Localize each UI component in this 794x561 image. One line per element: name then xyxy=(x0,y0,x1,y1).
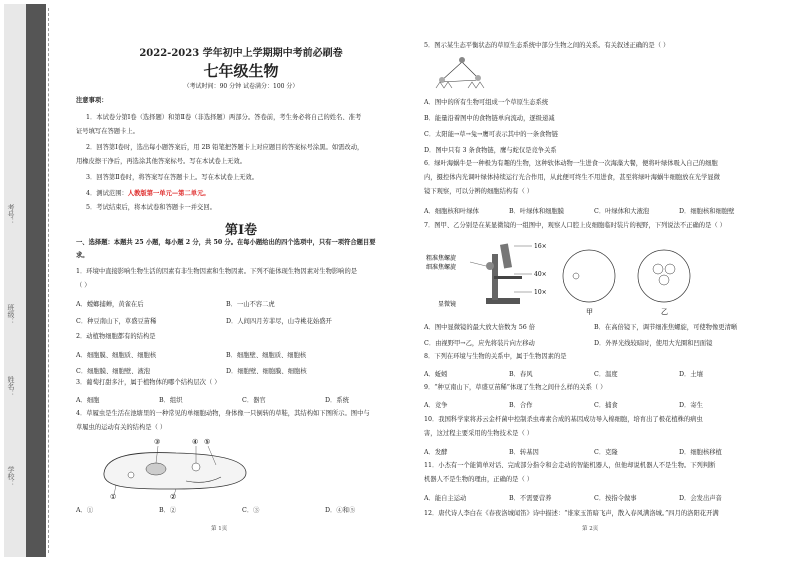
choice-heading-2: 求。 xyxy=(76,252,89,259)
q7-option-b[interactable]: B．在高倍镜下，调节细准焦螺旋，可使物像更清晰 xyxy=(594,324,738,331)
page-left xyxy=(76,0,406,561)
food-web-figure xyxy=(432,52,492,90)
fig-label-5: ⑤ xyxy=(204,438,211,446)
q6-option-c[interactable]: C．叶绿体和大液泡 xyxy=(594,208,650,215)
q4-option-d[interactable]: D．④和⑤ xyxy=(325,507,356,514)
web-grass xyxy=(436,82,484,88)
q1-option-a[interactable]: A．螳螂捕蝉，黄雀在后 xyxy=(76,301,144,308)
notice-5: 5．考试结束后，将本试卷和答题卡一并交回。 xyxy=(86,204,216,211)
notice-4 xyxy=(86,190,210,198)
q11-option-b[interactable]: B．不需要营养 xyxy=(509,495,552,502)
q8-option-b[interactable]: B．春风 xyxy=(509,371,533,378)
q8-option-a[interactable]: A．蚯蚓 xyxy=(424,371,448,378)
q10-text: 10．我国科学家将苏云金杆菌中控制杀虫毒素合成的基因成功导入棉细胞，培育出了极花植株的病虫 xyxy=(424,416,703,423)
q9-option-d[interactable]: D．寄生 xyxy=(679,402,703,409)
objective-40-label: 40× xyxy=(534,271,547,278)
school-label: 学校： xyxy=(7,466,15,487)
q4-text-2: 草履虫的运动有关的结构是（ ） xyxy=(76,424,167,431)
q10-option-c[interactable]: C．克隆 xyxy=(594,449,618,456)
class-label: 班级： xyxy=(7,304,15,325)
q1-text: 1．环境中直接影响生物生活的因素有非生物因素和生物因素。下列不能体现生物因素对生物影响的是 xyxy=(76,268,358,275)
q11-text-2: 机器人不是生物的理由，正确的是（ ） xyxy=(424,476,534,483)
notice-heading: 注意事项： xyxy=(76,97,108,104)
q6-text-2: 内，摄控体内光调叶绿体持续运行光合作用，从此便可终生不用进食，甚至将绿叶海蜗牛细胞放在光学显微 xyxy=(424,174,720,181)
microscope-label: 显微镜 xyxy=(438,301,457,308)
q7-option-c[interactable]: C．由视野甲→乙，应先将装片向左移动 xyxy=(424,340,535,347)
q9-option-a[interactable]: A．竞争 xyxy=(424,402,448,409)
section-title: 第Ⅰ卷 xyxy=(224,223,258,238)
microscope-stage xyxy=(494,276,522,279)
q6-option-b[interactable]: B．叶绿体和细胞膜 xyxy=(509,208,565,215)
web-line-3 xyxy=(440,80,480,82)
q10-option-a[interactable]: A．发酵 xyxy=(424,449,448,456)
q2-option-d[interactable]: D．细胞壁、细胞膜、细胞核 xyxy=(226,368,307,375)
fig-label-2: ② xyxy=(170,493,177,499)
notice-1b: 证号填写在答题卡上。 xyxy=(76,128,139,135)
exam-info: （考试时间：90 分钟 试卷满分：100 分） xyxy=(183,83,299,90)
q6-text-3: 镜下观察，可以分辨的细胞结构有（ ） xyxy=(424,188,534,195)
q6-text: 6．绿叶海蜗牛是一种极为有趣的生物，这种软体动物一生进食一次海藻大餐，便将叶绿体吸入自己的细胞 xyxy=(424,160,718,167)
q5-option-b[interactable]: B．能量沿着图中的食物链单向流动，逐级递减 xyxy=(424,115,555,122)
binding-gutter xyxy=(4,4,46,557)
q12-text: 12．唐代诗人李白在《春夜洛城闻笛》诗中描述：“谁家玉笛暗飞声，散入春风满洛城。”四月的洛阳花开满 xyxy=(424,510,719,517)
paramecium-macronucleus xyxy=(146,463,166,475)
q3-option-c[interactable]: C．器官 xyxy=(242,397,266,404)
coarse-knob xyxy=(486,262,494,270)
microscope-tube xyxy=(500,243,512,268)
q1-option-b[interactable]: B．一山不容二虎 xyxy=(226,301,275,308)
notice-4-label: 4．测试范围： xyxy=(86,190,128,197)
exam-title: 2022-2023 学年初中上学期期中考前必刷卷 xyxy=(139,48,343,59)
fig-label-3: ③ xyxy=(154,438,161,446)
subject-title: 七年级生物 xyxy=(203,62,279,80)
q6-option-a[interactable]: A．细胞核和叶绿体 xyxy=(424,208,479,215)
q8-option-c[interactable]: C．温度 xyxy=(594,371,618,378)
q11-text: 11．小杰有一个能简单对话、完成部分指令和会走动的智能机器人，但他却说机器人不是生物。下列判断 xyxy=(424,462,716,469)
view-yi-label: 乙 xyxy=(661,308,668,316)
q3-text: 3．葡萄打甜多汁，属于植物体的哪个结构层次（ ） xyxy=(76,379,221,386)
q10-option-b[interactable]: B．转基因 xyxy=(509,449,539,456)
web-node-hawk xyxy=(459,57,465,63)
q9-text: 9．“种豆南山下，草盛豆苗稀”体现了生物之间什么样的关系（ ） xyxy=(424,384,607,391)
paramecium-vacuole xyxy=(192,463,200,471)
q4-option-c[interactable]: C．③ xyxy=(242,507,260,514)
paramecium-vacuole-2 xyxy=(128,472,134,478)
q4-option-b[interactable]: B．② xyxy=(159,507,177,514)
q11-option-c[interactable]: C．按指令做事 xyxy=(594,495,637,502)
q3-option-a[interactable]: A．细胞 xyxy=(76,397,100,404)
q11-option-d[interactable]: D．会发出声音 xyxy=(679,495,722,502)
notice-2b: 用橡皮擦干净后，再选涂其他答案标号。写在本试卷上无效。 xyxy=(76,158,247,165)
choice-heading: 一、选择题：本题共 25 小题，每小题 2 分，共 50 分。在每小题给出的四个选项中，只有一项符合题目要 xyxy=(76,239,376,246)
q5-option-d[interactable]: D．图中只有 3 条食物链，鹰与蛇仅是竞争关系 xyxy=(424,147,557,154)
q10-option-d[interactable]: D．细胞核移植 xyxy=(679,449,722,456)
q9-option-c[interactable]: C．捕食 xyxy=(594,402,618,409)
q8-text: 8．下列在环境与生物的关系中，属于生物因素的是 xyxy=(424,353,567,360)
eyepiece-label: 16× xyxy=(534,243,547,250)
q8-option-d[interactable]: D．土壤 xyxy=(679,371,703,378)
coarse-knob-label: 粗准焦螺旋 xyxy=(426,255,457,262)
q3-option-b[interactable]: B．组织 xyxy=(159,397,183,404)
page-footer-left: 第 1页 xyxy=(211,526,228,532)
fine-knob-label: 细准焦螺旋 xyxy=(426,264,457,271)
fig-label-4: ④ xyxy=(192,438,199,446)
q1-blank: （ ） xyxy=(76,282,91,289)
q6-option-d[interactable]: D．细胞核和细胞壁 xyxy=(679,208,735,215)
q9-option-b[interactable]: B．合作 xyxy=(509,402,533,409)
name-label: 姓名： xyxy=(7,376,15,397)
view-jia-label: 甲 xyxy=(586,308,593,316)
q11-option-a[interactable]: A．能自主运动 xyxy=(424,495,467,502)
web-node-snake xyxy=(475,75,481,81)
paramecium-body xyxy=(104,453,246,489)
notice-2: 2．回答第Ⅰ卷时，选出每小题答案后，用 2B 铅笔把答题卡上对应题目的答案标号涂黑。如需改动， xyxy=(86,144,364,151)
test-range: 人教版第一单元—第二单元。 xyxy=(127,190,210,197)
page-right xyxy=(424,0,764,561)
q3-option-d[interactable]: D．系统 xyxy=(325,397,349,404)
q5-text: 5．图示某生态平衡状态的草原生态系统中部分生物之间的关系。有关叙述正确的是（ ） xyxy=(424,42,670,49)
gutter-dark-strip xyxy=(26,4,46,557)
fig-label-1: ① xyxy=(110,493,117,499)
q2-option-a[interactable]: A．细胞膜、细胞质、细胞核 xyxy=(76,352,157,359)
knob-pointer xyxy=(470,262,486,266)
q4-option-a[interactable]: A．① xyxy=(76,507,94,514)
q7-option-a[interactable]: A．图中显微镜的最大放大倍数为 56 倍 xyxy=(424,324,536,331)
notice-1: 1．本试卷分第Ⅰ卷（选择题）和第Ⅱ卷（非选择题）两部分。答卷前，考生务必将自己的姓名、准考 xyxy=(86,114,362,121)
objective-10-label: 10× xyxy=(534,289,547,296)
seal-line xyxy=(48,8,49,553)
microscope-base xyxy=(486,298,520,304)
q10-text-2: 害，这过程主要采用的生物技术是（ ） xyxy=(424,430,534,437)
q5-option-c[interactable]: C．太阳能→草→兔→鹰可表示其中的一条食物链 xyxy=(424,131,558,138)
q2-option-b[interactable]: B．细胞壁、细胞质、细胞核 xyxy=(226,352,307,359)
view-yi xyxy=(638,250,690,302)
q7-text: 7．图甲、乙分别是在某显微镜的一组图中，观察人口腔上皮细胞临时装片的视野，下列说法不正确的是（ ） xyxy=(424,222,726,229)
view-jia xyxy=(563,250,615,302)
exam-number-label: 考号： xyxy=(7,204,15,225)
page-footer-right: 第 2页 xyxy=(582,526,599,532)
microscope-figure xyxy=(424,236,724,316)
q4-text: 4．草履虫是生活在池塘里的一种常见的单细胞动物，身体像一只倒转的草鞋，其结构如下图所示。图中与 xyxy=(76,410,370,417)
q1-option-c[interactable]: C．种豆南山下，草盛豆苗稀 xyxy=(76,318,157,325)
q2-text: 2．动植物细胞都有的结构是 xyxy=(76,333,156,340)
notice-3: 3．回答第Ⅱ卷时，将答案写在答题卡上。写在本试卷上无效。 xyxy=(86,174,259,181)
q1-option-d[interactable]: D．人间四月芳菲尽，山寺桃花始盛开 xyxy=(226,318,332,325)
paramecium-figure xyxy=(96,437,256,499)
q2-option-c[interactable]: C．细胞膜、细胞壁、液泡 xyxy=(76,368,151,375)
q7-option-d[interactable]: D．外界光线较暗时，使用大光圈和凹面镜 xyxy=(594,340,713,347)
q5-option-a[interactable]: A．图中的所有生物可组成一个草原生态系统 xyxy=(424,99,549,106)
